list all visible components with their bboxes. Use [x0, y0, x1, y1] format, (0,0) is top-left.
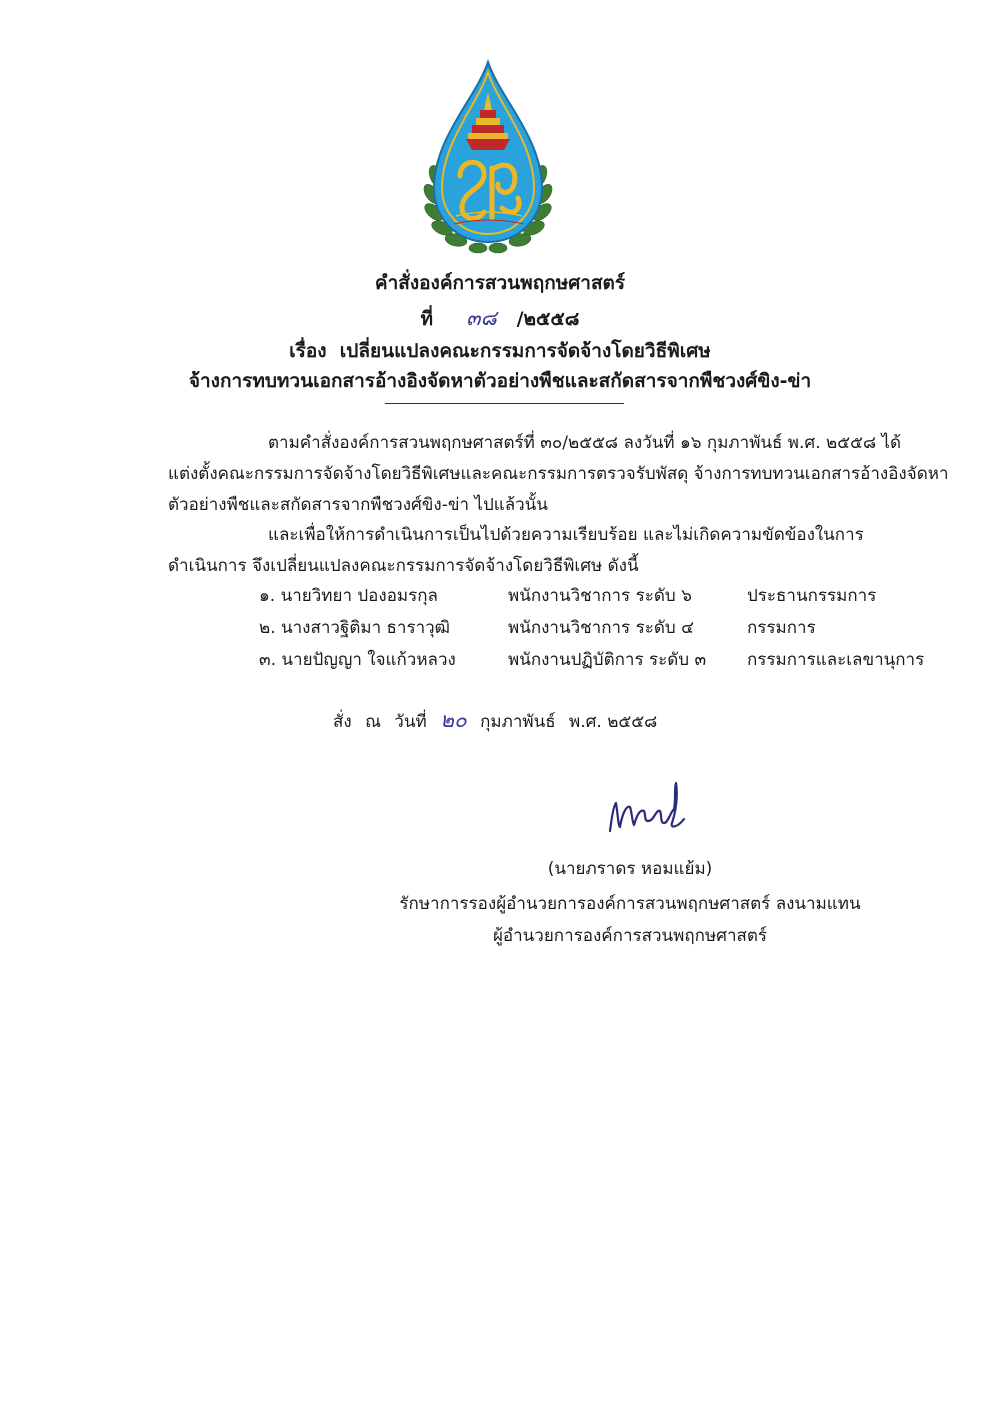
paragraph-1-line-3: ตัวอย่างพืชและสกัดสารจากพืชวงศ์ขิง-ข่า ไปแล้วนั้น — [168, 495, 548, 515]
paragraph-2-line-1: และเพื่อให้การดำเนินการเป็นไปด้วยความเรียบร้อย และไม่เกิดความขัดข้องในการ — [268, 525, 864, 545]
member-role: กรรมการ — [747, 618, 816, 638]
subject-line-2: จ้างการทบทวนเอกสารอ้างอิงจัดหาตัวอย่างพืชและสกัดสารจากพืชวงศ์ขิง-ข่า — [188, 370, 812, 392]
subject-text: เปลี่ยนแปลงคณะกรรมการจัดจ้างโดยวิธีพิเศษ — [339, 340, 711, 362]
day-label: วันที่ — [394, 712, 427, 732]
paragraph-1 — [168, 428, 949, 521]
committee-member — [0, 582, 1000, 612]
organization-logo-emblem — [418, 58, 558, 258]
member-name: ๑. นายวิทยา ปองอมรกุล — [259, 586, 438, 606]
subject-line-1 — [0, 336, 1000, 366]
member-role: กรรมการและเลขานุการ — [747, 650, 925, 670]
order-number-label: ที่ — [420, 308, 434, 330]
paragraph-1-line-1: ตามคำสั่งองค์การสวนพฤกษศาสตร์ที่ ๓๐/๒๕๕๘ ลงวันที่ ๑๖ กุมภาพันธ์ พ.ศ. ๒๕๕๘ ได้ — [268, 433, 902, 453]
member-position: พนักงานวิชาการ ระดับ ๔ — [508, 618, 694, 638]
order-number-handwritten: ๓๘ — [466, 306, 497, 330]
order-label: สั่ง — [333, 712, 352, 732]
committee-member — [0, 614, 1000, 644]
order-date-line — [333, 704, 665, 737]
member-name: ๓. นายปัญญา ใจแก้วหลวง — [259, 650, 456, 670]
paragraph-2-line-2: ดำเนินการ จึงเปลี่ยนแปลงคณะกรรมการจัดจ้างโดยวิธีพิเศษ ดังนี้ — [168, 556, 639, 576]
committee-member — [0, 646, 1000, 676]
member-name: ๒. นางสาวฐิติมา ธาราวุฒิ — [259, 618, 451, 638]
header-divider — [385, 403, 624, 404]
member-position: พนักงานปฏิบัติการ ระดับ ๓ — [508, 650, 707, 670]
paragraph-2 — [168, 520, 928, 582]
day-handwritten: ๒๐ — [440, 708, 467, 732]
order-title: คำสั่งองค์การสวนพฤกษศาสตร์ — [374, 272, 626, 294]
signatory-title-line-2: ผู้อำนวยการองค์การสวนพฤกษศาสตร์ — [492, 926, 768, 946]
signatory-title-line-1: รักษาการรองผู้อำนวยการองค์การสวนพฤกษศาสตร์ ลงนามแทน — [399, 894, 861, 914]
handwritten-signature — [604, 775, 694, 837]
year: พ.ศ. ๒๕๕๘ — [569, 712, 658, 732]
member-role: ประธานกรรมการ — [747, 586, 877, 606]
member-position: พนักงานวิชาการ ระดับ ๖ — [508, 586, 692, 606]
signatory-name: (นายภราดร หอมแย้ม) — [547, 859, 713, 879]
order-number — [0, 302, 1000, 335]
paragraph-1-line-2: แต่งตั้งคณะกรรมการจัดจ้างโดยวิธีพิเศษและคณะกรรมการตรวจรับพัสดุ จ้างการทบทวนเอกสารอ้างอิงจัดหา — [168, 464, 949, 484]
order-number-suffix: /๒๕๕๘ — [516, 308, 580, 330]
at-label: ณ — [365, 712, 381, 732]
month: กุมภาพันธ์ — [480, 712, 556, 732]
subject-label: เรื่อง — [289, 340, 327, 362]
